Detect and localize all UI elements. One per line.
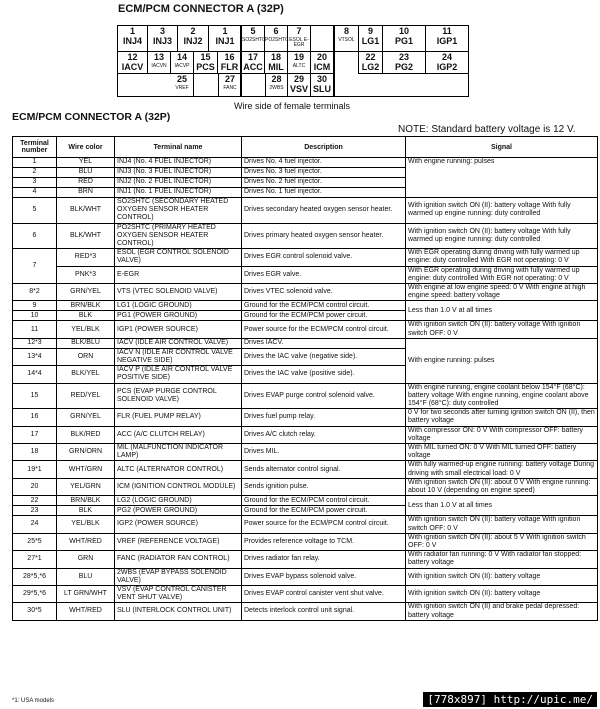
- wire-color-cell: RED*3: [57, 249, 115, 266]
- description-cell: Drives No. 4 fuel injector.: [242, 158, 406, 168]
- signal-cell: With ignition switch ON (II): battery voltage: [406, 568, 598, 585]
- signal-cell: With radiator fan running: 0 V With radiator fan stopped: battery voltage: [406, 551, 598, 568]
- description-cell: Ground for the ECM/PCM power circuit.: [242, 506, 406, 516]
- terminal-number-cell: 25*5: [13, 533, 57, 550]
- terminal-name-cell: PG2 (POWER GROUND): [115, 506, 242, 516]
- pin-8: 8 VTSOL: [335, 26, 359, 52]
- terminal-name-cell: E-EGR: [115, 266, 242, 283]
- terminal-name-cell: VREF (REFERENCE VOLTAGE): [115, 533, 242, 550]
- terminal-name-cell: IGP1 (POWER SOURCE): [115, 321, 242, 338]
- table-body: [13, 158, 598, 621]
- pin-2: 2 INJ2: [178, 26, 209, 52]
- description-cell: Drives radiator fan relay.: [242, 551, 406, 568]
- terminal-number-cell: 1: [13, 158, 57, 168]
- terminal-number-cell: 19*1: [13, 461, 57, 478]
- pin-22: 22 LG2: [359, 52, 383, 74]
- description-cell: Drives EGR control solenoid valve.: [242, 249, 406, 266]
- terminal-number-cell: 15: [13, 383, 57, 409]
- description-cell: Power source for the ECM/PCM control circuit.: [242, 321, 406, 338]
- pin-14: 14 IACVP: [171, 52, 194, 74]
- table-row: [13, 551, 598, 568]
- connector-caption: Wire side of female terminals: [234, 101, 351, 111]
- description-cell: Ground for the ECM/PCM power circuit.: [242, 311, 406, 321]
- description-cell: Drives No. 1 fuel injector.: [242, 188, 406, 198]
- terminal-name-cell: LG1 (LOGIC GROUND): [115, 301, 242, 311]
- pin-11: 11 IGP1: [426, 26, 468, 52]
- description-cell: Detects interlock control unit signal.: [242, 603, 406, 620]
- pin-1: 1 INJ1: [209, 26, 241, 52]
- table-row: [13, 461, 598, 478]
- signal-cell: With ignition switch ON (II) and brake pedal depressed: battery voltage: [406, 603, 598, 620]
- wire-color-cell: BRN: [57, 188, 115, 198]
- terminal-name-cell: FLR (FUEL PUMP RELAY): [115, 409, 242, 426]
- wire-color-cell: RED: [57, 178, 115, 188]
- terminal-number-cell: 12*3: [13, 338, 57, 348]
- terminal-number-cell: 3: [13, 178, 57, 188]
- signal-cell: With fully warmed-up engine running: battery voltage During driving with small electrical load: 0 V: [406, 461, 598, 478]
- pin-blank-mid: [335, 52, 359, 74]
- description-cell: Drives No. 2 fuel injector.: [242, 178, 406, 188]
- terminal-number-cell: 11: [13, 321, 57, 338]
- description-cell: Drives the IAC valve (positive side).: [242, 366, 406, 383]
- pin-30: 30 SLU: [313, 74, 331, 94]
- description-cell: Drives MIL.: [242, 444, 406, 461]
- description-cell: Drives the IAC valve (negative side).: [242, 348, 406, 365]
- wire-color-cell: BRN/BLK: [57, 496, 115, 506]
- battery-note: NOTE: Standard battery voltage is 12 V.: [398, 124, 576, 135]
- signal-cell: With EGR operating during driving with fully warmed up engine: duty controlled With EGR not operating: 0 V: [406, 249, 598, 266]
- signal-cell: With compressor ON: 0 V With compressor OFF: battery voltage: [406, 426, 598, 443]
- description-cell: Drives fuel pump relay.: [242, 409, 406, 426]
- signal-cell: Less than 1.0 V at all times: [406, 496, 598, 516]
- terminal-number-cell: 28*5,*6: [13, 568, 57, 585]
- terminal-name-cell: VTS (VTEC SOLENOID VALVE): [115, 284, 242, 301]
- terminal-name-cell: MIL (MALFUNCTION INDICATOR LAMP): [115, 444, 242, 461]
- wire-color-cell: PNK*3: [57, 266, 115, 283]
- terminal-name-cell: 2WBS (EVAP BYPASS SOLENOID VALVE): [115, 568, 242, 585]
- table-row: [13, 249, 598, 266]
- wire-color-cell: GRN: [57, 551, 115, 568]
- table-row: [13, 301, 598, 311]
- terminal-name-cell: SLU (INTERLOCK CONTROL UNIT): [115, 603, 242, 620]
- signal-cell: With ignition switch ON (II): about 5 V With ignition switch OFF: 0 V: [406, 533, 598, 550]
- pin-23: 23 PG2: [383, 52, 426, 74]
- table-row: [13, 585, 598, 602]
- wire-color-cell: WHT/RED: [57, 603, 115, 620]
- description-cell: Drives primary heated oxygen sensor heater.: [242, 223, 406, 249]
- wire-color-cell: RED/YEL: [57, 383, 115, 409]
- terminal-number-cell: 18: [13, 444, 57, 461]
- description-cell: Drives EVAP purge control solenoid valve.: [242, 383, 406, 409]
- wire-color-cell: GRN/YEL: [57, 284, 115, 301]
- pin-27: 27 FANC: [218, 74, 241, 97]
- table-row: [13, 478, 598, 495]
- terminal-name-cell: ACC (A/C CLUTCH RELAY): [115, 426, 242, 443]
- terminal-number-cell: 27*1: [13, 551, 57, 568]
- header-signal: Signal: [406, 137, 598, 158]
- connector-right-block: [334, 25, 469, 97]
- terminal-name-cell: INJ3 (No. 3 FUEL INJECTOR): [115, 168, 242, 178]
- pin-6: 6 PO2SHTC: [265, 26, 288, 52]
- connector-mid-block: [241, 25, 334, 97]
- header-wire-color: Wire color: [57, 137, 115, 158]
- pin-5: 5 SO2SHTC: [242, 26, 265, 52]
- description-cell: Provides reference voltage to TCM.: [242, 533, 406, 550]
- pin-16: 16 FLR: [218, 52, 241, 74]
- description-cell: Ground for the ECM/PCM control circuit.: [242, 496, 406, 506]
- terminal-table: [12, 136, 598, 621]
- table-row: [13, 496, 598, 506]
- description-cell: Sends ignition pulse.: [242, 478, 406, 495]
- terminal-number-cell: 7: [13, 249, 57, 284]
- terminal-number-cell: 13*4: [13, 348, 57, 365]
- wire-color-cell: BLK/RED: [57, 426, 115, 443]
- description-cell: Drives secondary heated oxygen sensor heater.: [242, 198, 406, 224]
- wire-color-cell: BLK: [57, 311, 115, 321]
- pin-25: 25 VREF: [171, 74, 194, 97]
- pin-7: 7 ESOL E-EGR: [288, 26, 311, 52]
- wire-color-cell: LT GRN/WHT: [57, 585, 115, 602]
- wire-color-cell: WHT/RED: [57, 533, 115, 550]
- description-cell: Drives No. 3 fuel injector.: [242, 168, 406, 178]
- terminal-number-cell: 6: [13, 223, 57, 249]
- pin-13: 13 IACVN: [148, 52, 171, 74]
- table-row: [13, 158, 598, 168]
- terminal-name-cell: LG2 (LOGIC GROUND): [115, 496, 242, 506]
- table-row: [13, 516, 598, 533]
- pin-19: 19 ALTC: [288, 52, 311, 74]
- description-cell: Drives VTEC solenoid valve.: [242, 284, 406, 301]
- wire-color-cell: ORN: [57, 348, 115, 365]
- wire-color-cell: GRN/YEL: [57, 409, 115, 426]
- description-cell: Sends alternator control signal.: [242, 461, 406, 478]
- terminal-name-cell: VSV (EVAP CONTROL CANISTER VENT SHUT VALVE): [115, 585, 242, 602]
- pin-9: 9 LG1: [359, 26, 383, 52]
- table-row: [13, 568, 598, 585]
- pin-3: 3 INJ3: [148, 26, 178, 52]
- pin-17: 17 ACC: [242, 52, 265, 74]
- pin-28: 28 2WBS: [265, 74, 288, 97]
- pin-29: 29 VSV: [288, 74, 311, 97]
- terminal-name-cell: PCS (EVAP PURGE CONTROL SOLENOID VALVE): [115, 383, 242, 409]
- wire-color-cell: YEL/BLK: [57, 516, 115, 533]
- terminal-name-cell: FANC (RADIATOR FAN CONTROL): [115, 551, 242, 568]
- terminal-name-cell: IACV (IDLE AIR CONTROL VALVE): [115, 338, 242, 348]
- terminal-number-cell: 10: [13, 311, 57, 321]
- wire-color-cell: BLK: [57, 506, 115, 516]
- terminal-name-cell: ICM (IGNITION CONTROL MODULE): [115, 478, 242, 495]
- terminal-name-cell: INJ2 (No. 2 FUEL INJECTOR): [115, 178, 242, 188]
- signal-cell: With ignition switch ON (II): battery voltage With ignition switch OFF: 0 V: [406, 516, 598, 533]
- table-row: [13, 409, 598, 426]
- description-cell: Drives EGR valve.: [242, 266, 406, 283]
- connector-title: ECM/PCM CONNECTOR A (32P): [118, 3, 284, 15]
- header-description: Description: [242, 137, 406, 158]
- terminal-name-cell: SO2SHTC (SECONDARY HEATED OXYGEN SENSOR HEATER CONTROL): [115, 198, 242, 224]
- terminal-number-cell: 20: [13, 478, 57, 495]
- signal-cell: With ignition switch ON (II): battery voltage: [406, 585, 598, 602]
- footnote: *1: USA models: [12, 698, 55, 704]
- wire-color-cell: YEL/GRN: [57, 478, 115, 495]
- terminal-name-cell: IGP2 (POWER SOURCE): [115, 516, 242, 533]
- wire-color-cell: GRN/ORN: [57, 444, 115, 461]
- signal-cell: With engine running, engine coolant below 154°F (68°C): battery voltage With engine running, engine coolant above 154°F (68°C): duty controlled: [406, 383, 598, 409]
- terminal-number-cell: 30*5: [13, 603, 57, 620]
- description-cell: Drives A/C clutch relay.: [242, 426, 406, 443]
- pin-24: 24 IGP2: [426, 52, 468, 74]
- signal-cell: 0 V for two seconds after turning ignition switch ON (II), then battery voltage: [406, 409, 598, 426]
- terminal-number-cell: 17: [13, 426, 57, 443]
- table-row: [13, 284, 598, 301]
- terminal-name-cell: ALTC (ALTERNATOR CONTROL): [115, 461, 242, 478]
- wire-color-cell: BLU: [57, 568, 115, 585]
- signal-cell: Less than 1.0 V at all times: [406, 301, 598, 321]
- terminal-name-cell: PG1 (POWER GROUND): [115, 311, 242, 321]
- description-cell: Power source for the ECM/PCM control circuit.: [242, 516, 406, 533]
- terminal-number-cell: 2: [13, 168, 57, 178]
- wire-color-cell: BLK/WHT: [57, 198, 115, 224]
- pin-blank-top: [311, 26, 333, 52]
- terminal-number-cell: 23: [13, 506, 57, 516]
- terminal-number-cell: 16: [13, 409, 57, 426]
- terminal-number-cell: 14*4: [13, 366, 57, 383]
- signal-cell: With engine running: pulses: [406, 338, 598, 383]
- pin-18: 18 MIL: [265, 52, 288, 74]
- terminal-number-cell: 9: [13, 301, 57, 311]
- pin-20: 20 ICM: [311, 52, 333, 74]
- pin-15: 15 PCS: [194, 52, 218, 74]
- table-row: [13, 338, 598, 348]
- terminal-number-cell: 22: [13, 496, 57, 506]
- wire-color-cell: BLK/WHT: [57, 223, 115, 249]
- terminal-name-cell: PO2SHTC (PRIMARY HEATED OXYGEN SENSOR HEATER CONTROL): [115, 223, 242, 249]
- wire-color-cell: YEL/BLK: [57, 321, 115, 338]
- header-terminal-number: Terminal number: [13, 137, 57, 158]
- description-cell: Drives IACV.: [242, 338, 406, 348]
- terminal-name-cell: IACV P (IDLE AIR CONTROL VALVE POSITIVE SIDE): [115, 366, 242, 383]
- wire-color-cell: WHT/GRN: [57, 461, 115, 478]
- wire-color-cell: BLK/YEL: [57, 366, 115, 383]
- terminal-name-cell: INJ4 (No. 4 FUEL INJECTOR): [115, 158, 242, 168]
- terminal-name-cell: INJ1 (No. 1 FUEL INJECTOR): [115, 188, 242, 198]
- terminal-number-cell: 5: [13, 198, 57, 224]
- wire-color-cell: BLK/BLU: [57, 338, 115, 348]
- signal-cell: With ignition switch ON (II): about 0 V With engine running: about 10 V (depending on engine speed): [406, 478, 598, 495]
- pin-4: 1 INJ4: [118, 26, 148, 52]
- description-cell: Ground for the ECM/PCM control circuit.: [242, 301, 406, 311]
- connector-left-block: [117, 25, 241, 97]
- watermark: [778x897] http://upic.me/: [423, 692, 597, 707]
- terminal-number-cell: 24: [13, 516, 57, 533]
- signal-cell: With engine running: pulses: [406, 158, 598, 198]
- pin-10: 10 PG1: [383, 26, 426, 52]
- table-header-row: [13, 137, 598, 158]
- signal-cell: With ignition switch ON (II): battery voltage With ignition switch OFF: 0 V: [406, 321, 598, 338]
- terminal-number-cell: 8*2: [13, 284, 57, 301]
- table-row: [13, 223, 598, 249]
- terminal-number-cell: 4: [13, 188, 57, 198]
- signal-cell: With ignition switch ON (II): battery voltage With fully warmed up engine running: duty controlled: [406, 198, 598, 224]
- header-terminal-name: Terminal name: [115, 137, 242, 158]
- signal-cell: With EGR operating during driving with fully warmed up engine: duty controlled With EGR not operating: 0 V: [406, 266, 598, 283]
- table-row: [13, 198, 598, 224]
- wire-color-cell: BRN/BLK: [57, 301, 115, 311]
- terminal-name-cell: IACV N (IDLE AIR CONTROL VALVE NEGATIVE SIDE): [115, 348, 242, 365]
- description-cell: Drives EVAP bypass solenoid valve.: [242, 568, 406, 585]
- table-row: [13, 533, 598, 550]
- table-row: [13, 383, 598, 409]
- pin-12: 12 IACV: [118, 52, 148, 74]
- signal-cell: With MIL turned ON: 0 V With MIL turned OFF: battery voltage: [406, 444, 598, 461]
- table-row: [13, 603, 598, 620]
- table-row: [13, 444, 598, 461]
- terminal-name-cell: ESOL (EGR CONTROL SOLENOID VALVE): [115, 249, 242, 266]
- table-row: [13, 426, 598, 443]
- table-row: [13, 266, 598, 283]
- wire-color-cell: YEL: [57, 158, 115, 168]
- table-title: ECM/PCM CONNECTOR A (32P): [12, 111, 171, 123]
- signal-cell: With ignition switch ON (II): battery voltage With fully warmed up engine running: duty controlled: [406, 223, 598, 249]
- table-row: [13, 321, 598, 338]
- description-cell: Drives EVAP control canister vent shut valve.: [242, 585, 406, 602]
- terminal-number-cell: 29*5,*6: [13, 585, 57, 602]
- signal-cell: With engine at low engine speed: 0 V With engine at high engine speed: battery voltage: [406, 284, 598, 301]
- wire-color-cell: BLU: [57, 168, 115, 178]
